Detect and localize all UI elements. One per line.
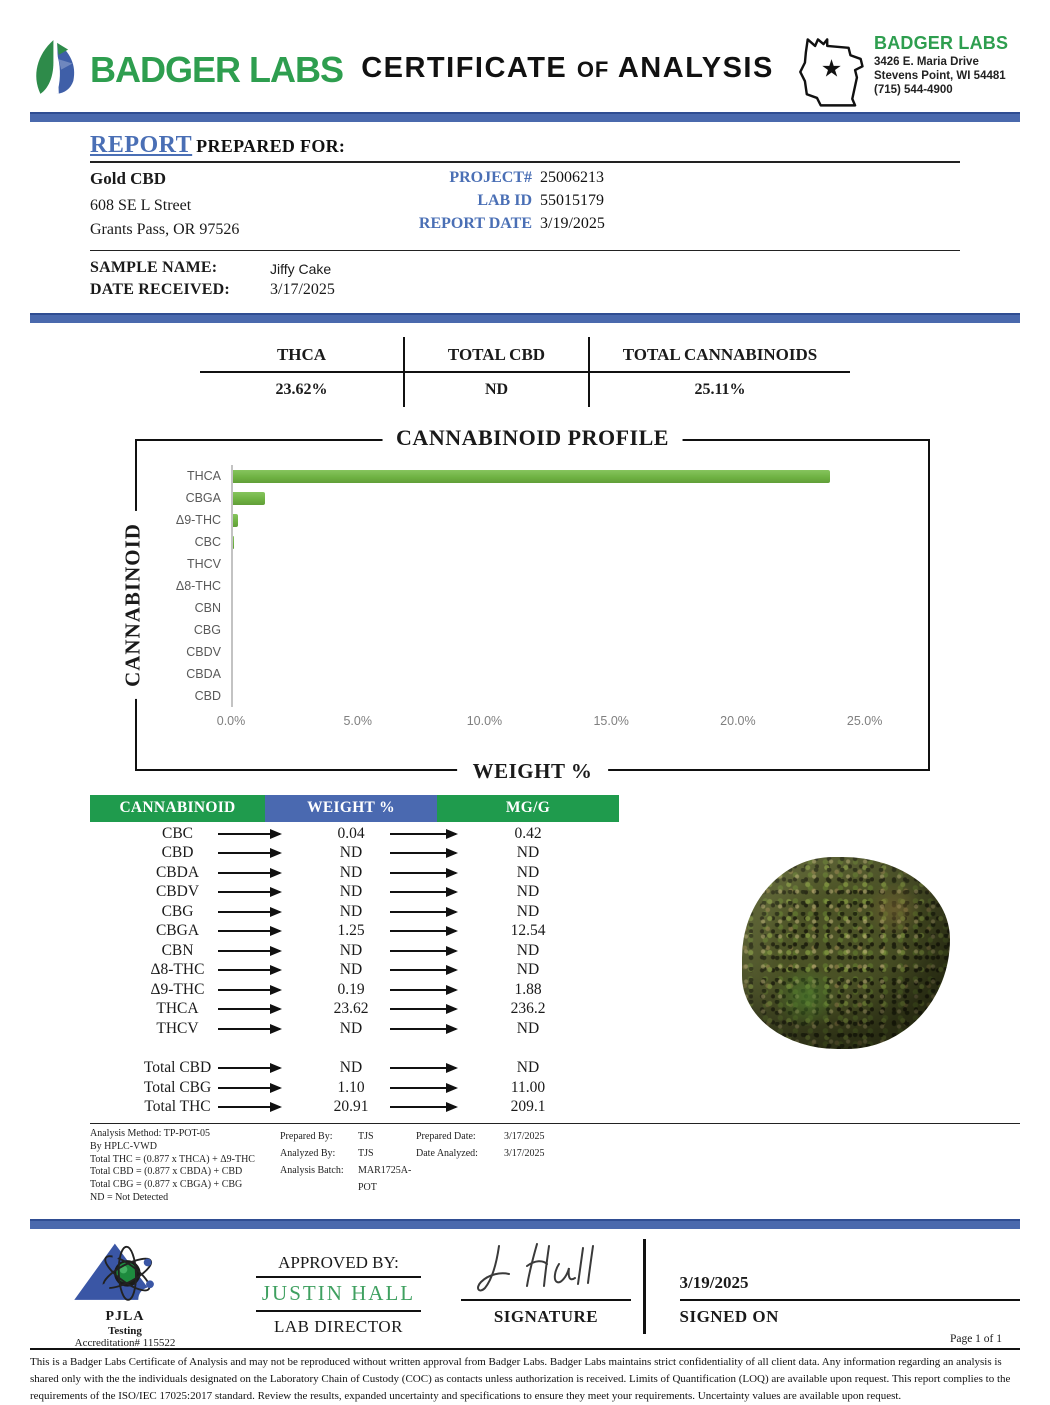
row-mgg: 0.42	[514, 824, 542, 842]
arrow-icon	[390, 1028, 456, 1030]
meta-cell: Analyzed By:	[280, 1148, 336, 1159]
table-row	[90, 941, 650, 961]
table-row	[90, 863, 650, 883]
table-row	[90, 883, 650, 903]
lab-address2: Stevens Point, WI 54481	[874, 69, 1006, 82]
row-cannabinoid: CBDA	[155, 863, 200, 881]
chart-x-tick: 15.0%	[593, 714, 629, 728]
client-name: Gold CBD	[90, 169, 167, 188]
row-cannabinoid: CBN	[161, 941, 194, 959]
analysis-footnotes	[90, 1123, 1020, 1205]
client-address1: 608 SE L Street	[90, 197, 192, 214]
summary-col-thca	[200, 337, 405, 407]
report-date-label: REPORT DATE	[418, 215, 532, 232]
meta-cell: Prepared Date:	[416, 1131, 476, 1142]
row-weight: ND	[339, 941, 363, 959]
chart-category-label: CBDA	[186, 667, 221, 681]
chart-category-label: THCA	[186, 469, 221, 483]
signed-on-label: SIGNED ON	[679, 1306, 779, 1326]
project-value: 25006213	[540, 169, 604, 186]
chart-plot-area	[143, 465, 928, 707]
report-heading	[90, 132, 960, 163]
sample-photo-zone	[650, 795, 1020, 1117]
method-note-line: Total CBD = (0.877 x CBDA) + CBD	[90, 1166, 243, 1178]
meta-row	[280, 1128, 584, 1145]
chart-x-tick: 20.0%	[720, 714, 756, 728]
summary-value: 23.62%	[275, 381, 328, 398]
chart-bar-row	[143, 509, 928, 531]
row-mgg: 12.54	[510, 922, 546, 940]
meta-cell: TJS	[358, 1148, 374, 1159]
arrow-icon	[390, 1008, 456, 1010]
arrow-icon	[218, 1028, 280, 1030]
arrow-icon	[390, 852, 456, 854]
chart-bar-row	[143, 597, 928, 619]
row-weight: 0.04	[337, 824, 365, 842]
lab-address1: 3426 E. Maria Drive	[874, 55, 979, 68]
row-weight: 0.19	[337, 980, 365, 998]
row-cannabinoid: CBD	[161, 844, 194, 862]
arrow-icon	[218, 1008, 280, 1010]
row-cannabinoid: Total THC	[144, 1098, 211, 1116]
chart-bar	[233, 536, 234, 549]
chart-x-axis-label: WEIGHT %	[457, 759, 609, 784]
method-note-line: ND = Not Detected	[90, 1191, 169, 1203]
results-table-header	[90, 795, 650, 822]
row-mgg: 1.88	[514, 980, 542, 998]
results-header-cell: WEIGHT %	[265, 795, 437, 822]
row-weight: ND	[339, 902, 363, 920]
table-row	[90, 1000, 650, 1020]
meta-cell: 3/17/2025	[504, 1148, 545, 1159]
sample-name-value: Jiffy Cake	[270, 261, 332, 277]
table-row	[90, 961, 650, 981]
lab-id-label: LAB ID	[477, 192, 532, 209]
row-mgg: ND	[516, 1059, 540, 1077]
results-table-body	[90, 824, 650, 1039]
row-mgg: 236.2	[510, 1000, 546, 1018]
meta-row	[280, 1162, 584, 1196]
arrow-icon	[218, 872, 280, 874]
report-heading-report: REPORT	[90, 132, 193, 158]
summary-col-total-cannabinoids	[590, 337, 850, 407]
arrow-icon	[390, 1087, 456, 1089]
signature-script	[471, 1238, 621, 1299]
arrow-icon	[390, 833, 456, 835]
arrow-icon	[218, 930, 280, 932]
client-address2: Grants Pass, OR 97526	[90, 221, 240, 238]
chart-x-axis	[143, 707, 928, 733]
title-analysis: ANALYSIS	[617, 52, 774, 84]
meta-cell: 3/17/2025	[504, 1131, 545, 1142]
summary-header: THCA	[200, 343, 403, 373]
brand-name: BADGER LABS	[90, 48, 344, 90]
arrow-icon	[390, 950, 456, 952]
arrow-icon	[218, 950, 280, 952]
arrow-icon	[390, 1106, 456, 1108]
row-mgg: ND	[516, 1019, 540, 1037]
lab-contact-card	[792, 26, 1020, 115]
chart-bar-row	[143, 531, 928, 553]
chart-bar	[233, 492, 265, 505]
sample-info	[90, 251, 960, 313]
arrow-icon	[218, 1106, 280, 1108]
row-cannabinoid: Δ9-THC	[150, 980, 205, 998]
meta-cell: TJS	[358, 1131, 374, 1142]
arrow-icon	[390, 911, 456, 913]
row-cannabinoid: CBC	[161, 824, 193, 842]
disclaimer-text: This is a Badger Labs Certificate of Analysis and may not be reproduced without written approval from Badger Labs. Badger Labs maintains strict confidentiality of all client data. Any information regarding an analysis is shared only with the the individuals designated on the Laboratory Chain of Custody (COC) as contacts unless authorization is received. Limits of Quantification (LOQ) are available upon request. This report complies to the requirements of the ISO/IEC 17025:2017 standard. Review the results, expanded uncertainty and specifications to ensure they meet your requirements. Uncertainty values are available upon request.	[30, 1355, 1011, 1402]
summary-header: TOTAL CANNABINOIDS	[590, 343, 850, 373]
table-row	[90, 1078, 650, 1098]
arrow-icon	[390, 1067, 456, 1069]
arrow-icon	[390, 872, 456, 874]
row-cannabinoid: CBG	[161, 902, 194, 920]
lab-name: BADGER LABS	[874, 33, 1009, 53]
row-mgg: ND	[516, 902, 540, 920]
meta-cell: Analysis Batch:	[280, 1165, 344, 1176]
row-weight: ND	[339, 961, 363, 979]
pjla-sub: Testing	[108, 1324, 142, 1337]
row-cannabinoid: THCA	[156, 1000, 199, 1018]
chart-bar-row	[143, 619, 928, 641]
chart-x-tick: 10.0%	[466, 714, 503, 728]
pjla-accreditation: Accreditation# 115522	[74, 1336, 176, 1349]
row-mgg: ND	[516, 883, 540, 901]
date-received-label: DATE RECEIVED:	[90, 281, 230, 298]
arrow-icon	[218, 891, 280, 893]
approver-title: LAB DIRECTOR	[274, 1316, 403, 1336]
signature-block	[461, 1237, 631, 1347]
row-weight: 23.62	[333, 1000, 369, 1018]
arrow-icon	[218, 833, 280, 835]
row-mgg: 11.00	[510, 1078, 546, 1096]
summary-value: ND	[484, 381, 509, 398]
report-heading-prepared: PREPARED FOR:	[196, 136, 346, 156]
pjla-name: PJLA	[105, 1308, 145, 1324]
chart-category-label: CBN	[194, 601, 221, 615]
title-of: OF	[576, 57, 610, 82]
chart-category-label: THCV	[186, 557, 221, 571]
summary-table	[200, 337, 850, 407]
row-cannabinoid: Δ8-THC	[150, 961, 205, 979]
row-weight: 1.10	[337, 1078, 365, 1096]
approved-by-block	[256, 1237, 421, 1347]
page-header	[30, 26, 1020, 110]
method-note-line: Analysis Method: TP-POT-05	[90, 1128, 211, 1139]
arrow-icon	[218, 989, 280, 991]
chart-category-label: CBC	[194, 535, 221, 549]
chart-bar	[233, 470, 830, 483]
client-info	[90, 169, 239, 240]
arrow-icon	[218, 1087, 280, 1089]
chart-bar-row	[143, 663, 928, 685]
row-cannabinoid: Total CBG	[143, 1078, 212, 1096]
meta-cell	[504, 1162, 584, 1196]
project-label: PROJECT#	[449, 169, 532, 186]
results-table-totals	[90, 1059, 650, 1118]
lab-id-value: 55015179	[540, 192, 604, 209]
row-weight: 20.91	[333, 1098, 369, 1116]
report-date-value: 3/19/2025	[540, 215, 605, 232]
approver-name: JUSTIN HALL	[256, 1278, 421, 1312]
chart-category-label: CBD	[194, 689, 221, 703]
table-row	[90, 902, 650, 922]
table-row	[90, 1019, 650, 1039]
star-icon: ★	[820, 55, 843, 83]
arrow-icon	[390, 969, 456, 971]
chart-bar-row	[143, 487, 928, 509]
report-section	[90, 132, 960, 313]
chart-bar-row	[143, 641, 928, 663]
results-table	[90, 795, 650, 1117]
table-row	[90, 1059, 650, 1079]
row-mgg: ND	[516, 844, 540, 862]
row-mgg: ND	[516, 863, 540, 881]
divider-bar-mid	[30, 313, 1020, 323]
row-mgg: 209.1	[510, 1098, 546, 1116]
arrow-icon	[218, 852, 280, 854]
chart-category-label: CBGA	[185, 491, 221, 505]
chart-title: CANNABINOID PROFILE	[382, 425, 683, 451]
row-cannabinoid: THCV	[156, 1019, 199, 1037]
chart-bar	[233, 514, 238, 527]
method-note-line: Total CBG = (0.877 x CBGA) + CBG	[90, 1179, 243, 1191]
meta-cell: Date Analyzed:	[416, 1148, 478, 1159]
row-weight: ND	[339, 1019, 363, 1037]
row-weight: 1.25	[337, 922, 365, 940]
table-row	[90, 824, 650, 844]
meta-cell: MAR1725A-POT	[358, 1165, 412, 1193]
project-info	[320, 169, 660, 240]
chart-bar-row	[143, 685, 928, 707]
summary-header: TOTAL CBD	[405, 343, 588, 373]
signed-on-date: 3/19/2025	[679, 1272, 749, 1292]
meta-cell	[416, 1162, 504, 1196]
table-row	[90, 1098, 650, 1118]
chart-bar-row	[143, 465, 928, 487]
chart-category-label: CBG	[193, 623, 221, 637]
pjla-logo-icon	[66, 1290, 184, 1307]
approved-by-label: APPROVED BY:	[256, 1253, 421, 1278]
results-header-cell: CANNABINOID	[90, 795, 265, 822]
meta-row	[280, 1145, 584, 1162]
chart-x-tick: 25.0%	[846, 714, 883, 728]
signed-on-block	[646, 1237, 1021, 1347]
chart-category-label: CBDV	[186, 645, 221, 659]
row-weight: ND	[339, 883, 363, 901]
summary-value: 25.11%	[694, 381, 746, 398]
page-number: Page 1 of 1	[949, 1332, 1002, 1345]
arrow-icon	[390, 930, 456, 932]
arrow-icon	[218, 911, 280, 913]
approval-footer	[30, 1237, 1020, 1347]
summary-col-total-cbd	[405, 337, 590, 407]
date-received-value: 3/17/2025	[270, 281, 335, 298]
analysis-meta	[280, 1128, 584, 1205]
lab-phone: (715) 544-4900	[874, 84, 953, 97]
row-weight: ND	[339, 1059, 363, 1077]
row-weight: ND	[339, 863, 363, 881]
method-note-line: Total THC = (0.877 x THCA) + Δ9-THC	[90, 1153, 255, 1165]
row-cannabinoid: CBDV	[155, 883, 200, 901]
row-mgg: ND	[516, 961, 540, 979]
signature-label: SIGNATURE	[493, 1306, 599, 1326]
cannabinoid-profile-chart	[120, 425, 930, 783]
table-row	[90, 844, 650, 864]
row-mgg: ND	[516, 941, 540, 959]
divider-bar-bottom	[30, 1219, 1020, 1229]
row-weight: ND	[339, 844, 363, 862]
results-header-cell: MG/G	[437, 795, 619, 822]
sample-bud-photo	[742, 857, 950, 1049]
row-cannabinoid: CBGA	[155, 922, 200, 940]
chart-category-label: Δ9-THC	[175, 513, 221, 527]
chart-x-tick: 0.0%	[216, 714, 246, 728]
arrow-icon	[390, 989, 456, 991]
leaf-logo-icon	[30, 36, 82, 103]
brand-logo	[30, 26, 343, 103]
method-note-line: By HPLC-VWD	[90, 1140, 157, 1152]
chart-bar-row	[143, 575, 928, 597]
table-row	[90, 922, 650, 942]
chart-x-tick: 5.0%	[343, 714, 372, 728]
page-title	[361, 26, 774, 85]
meta-cell: Prepared By:	[280, 1131, 333, 1142]
chart-y-axis-label: CANNABINOID	[121, 511, 146, 699]
wisconsin-map-icon	[792, 32, 868, 115]
pjla-accreditation-block	[30, 1237, 220, 1347]
method-notes	[90, 1128, 268, 1205]
row-cannabinoid: Total CBD	[143, 1059, 212, 1077]
sample-name-label: SAMPLE NAME:	[90, 259, 218, 276]
chart-category-label: Δ8-THC	[175, 579, 221, 593]
arrow-icon	[390, 891, 456, 893]
arrow-icon	[218, 969, 280, 971]
arrow-icon	[218, 1067, 280, 1069]
title-certificate: CERTIFICATE	[361, 52, 568, 84]
table-row	[90, 980, 650, 1000]
chart-bar-row	[143, 553, 928, 575]
